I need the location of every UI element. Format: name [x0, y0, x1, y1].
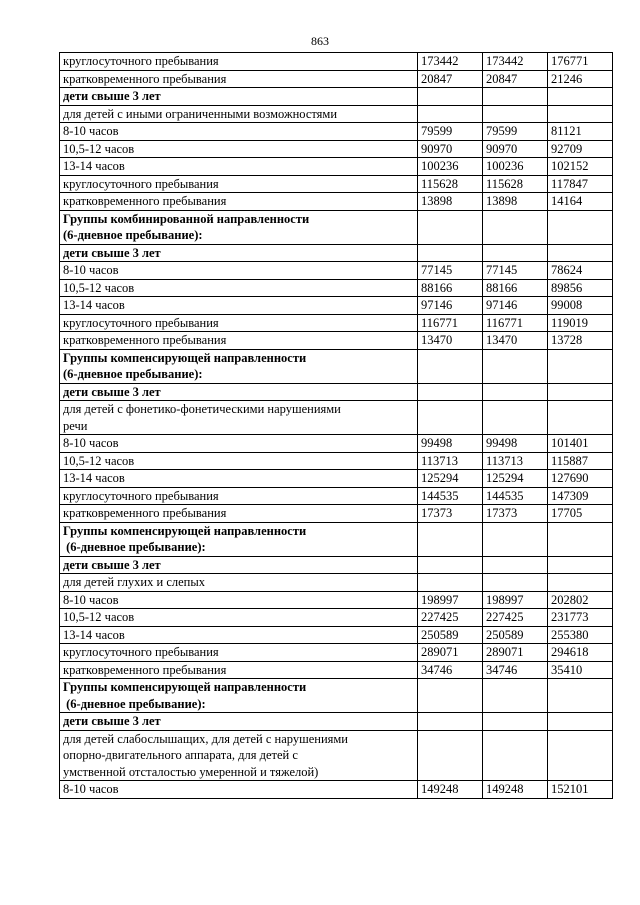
row-label-line: кратковременного пребывания	[63, 194, 227, 208]
value-cell-2: 149248	[483, 781, 548, 799]
value-cell-1: 90970	[418, 140, 483, 158]
row-label	[60, 193, 418, 211]
table-row	[60, 452, 613, 470]
row-label-line: 8-10 часов	[63, 592, 119, 607]
row-label	[60, 626, 418, 644]
value-cell-3	[548, 574, 613, 592]
table-row	[60, 679, 613, 713]
value-cell-1: 250589	[418, 626, 483, 644]
value-cell-1: 13470	[418, 332, 483, 350]
row-label-line: для детей слабослышащих, для детей с нарушениями	[63, 731, 348, 746]
row-label	[60, 679, 418, 713]
value-cell-3: 17705	[548, 505, 613, 523]
value-cell-1: 88166	[418, 279, 483, 297]
table-row	[60, 609, 613, 627]
value-cell-3: 255380	[548, 626, 613, 644]
value-cell-2: 13898	[483, 193, 548, 211]
value-cell-2	[483, 210, 548, 244]
row-label	[60, 591, 418, 609]
value-cell-3	[548, 349, 613, 383]
value-cell-1: 77145	[418, 262, 483, 280]
table-row	[60, 332, 613, 350]
table-row	[60, 140, 613, 158]
table-row	[60, 522, 613, 556]
row-label-line: 8-10 часов	[63, 436, 119, 450]
value-cell-3: 147309	[548, 487, 613, 505]
value-cell-3	[548, 105, 613, 123]
row-label-line: 10,5-12 часов	[63, 141, 135, 156]
value-cell-1	[418, 679, 483, 713]
value-cell-2: 250589	[483, 626, 548, 644]
table-row	[60, 470, 613, 488]
value-cell-3: 21246	[548, 70, 613, 88]
row-label-line: 10,5-12 часов	[63, 280, 135, 295]
row-label-line: для детей глухих и слепых	[63, 575, 205, 589]
row-label-line: 8-10 часов	[63, 782, 119, 796]
table-row	[60, 713, 613, 731]
value-cell-2: 198997	[483, 591, 548, 609]
value-cell-2	[483, 679, 548, 713]
row-label	[60, 88, 418, 106]
row-label-line: кратковременного пребывания	[63, 71, 227, 86]
row-label	[60, 522, 418, 556]
row-label-line: 13-14 часов	[63, 627, 125, 642]
value-cell-2	[483, 349, 548, 383]
value-cell-3	[548, 210, 613, 244]
value-cell-2: 97146	[483, 297, 548, 315]
table-row	[60, 193, 613, 211]
table-row	[60, 349, 613, 383]
row-label	[60, 297, 418, 315]
value-cell-3	[548, 713, 613, 731]
row-label-line: кратковременного пребывания	[63, 333, 227, 347]
value-cell-3	[548, 401, 613, 435]
value-cell-2	[483, 383, 548, 401]
table-row	[60, 401, 613, 435]
value-cell-1: 115628	[418, 175, 483, 193]
value-cell-1	[418, 522, 483, 556]
value-cell-1: 149248	[418, 781, 483, 799]
value-cell-1: 99498	[418, 435, 483, 453]
row-label	[60, 262, 418, 280]
table-row	[60, 279, 613, 297]
table-row	[60, 70, 613, 88]
value-cell-2	[483, 244, 548, 262]
row-label-line: умственной отсталостью умеренной и тяжелой)	[63, 764, 319, 779]
value-cell-1	[418, 401, 483, 435]
row-label	[60, 713, 418, 731]
row-label	[60, 210, 418, 244]
value-cell-3	[548, 679, 613, 713]
row-label-line: круглосуточного пребывания	[63, 645, 219, 659]
row-label	[60, 105, 418, 123]
value-cell-1	[418, 88, 483, 106]
table-row	[60, 53, 613, 71]
row-label	[60, 175, 418, 193]
page-number: 863	[311, 34, 329, 48]
row-label-line: дети свыше 3 лет	[63, 714, 161, 728]
value-cell-1: 227425	[418, 609, 483, 627]
row-label-line: дети свыше 3 лет	[63, 89, 161, 103]
row-label	[60, 661, 418, 679]
value-cell-1: 173442	[418, 53, 483, 71]
row-label-line: (6-дневное пребывание):	[63, 696, 206, 711]
row-label	[60, 644, 418, 662]
row-label-line: 13-14 часов	[63, 471, 125, 485]
row-label-line: кратковременного пребывания	[63, 506, 227, 520]
row-label	[60, 487, 418, 505]
value-cell-3	[548, 730, 613, 781]
table-row	[60, 435, 613, 453]
table-row	[60, 487, 613, 505]
row-label	[60, 244, 418, 262]
value-cell-3: 115887	[548, 452, 613, 470]
value-cell-3: 102152	[548, 158, 613, 176]
value-cell-1	[418, 713, 483, 731]
value-cell-1	[418, 244, 483, 262]
row-label	[60, 70, 418, 88]
table-row	[60, 383, 613, 401]
value-cell-3: 152101	[548, 781, 613, 799]
row-label	[60, 781, 418, 799]
value-cell-3	[548, 522, 613, 556]
value-cell-1: 97146	[418, 297, 483, 315]
row-label	[60, 158, 418, 176]
value-cell-1: 100236	[418, 158, 483, 176]
table-row	[60, 314, 613, 332]
table-row	[60, 105, 613, 123]
value-cell-3: 176771	[548, 53, 613, 71]
row-label-line: дети свыше 3 лет	[63, 384, 161, 399]
value-cell-2: 17373	[483, 505, 548, 523]
value-cell-2: 227425	[483, 609, 548, 627]
row-label-line: круглосуточного пребывания	[63, 315, 219, 330]
value-cell-1	[418, 210, 483, 244]
table-row	[60, 505, 613, 523]
value-cell-2	[483, 730, 548, 781]
value-cell-2: 113713	[483, 452, 548, 470]
table-row	[60, 88, 613, 106]
value-cell-2: 34746	[483, 661, 548, 679]
row-label	[60, 556, 418, 574]
value-cell-3: 92709	[548, 140, 613, 158]
row-label-line: речи	[63, 418, 88, 433]
table-row	[60, 626, 613, 644]
row-label	[60, 279, 418, 297]
tariff-table	[59, 52, 613, 799]
value-cell-3: 101401	[548, 435, 613, 453]
value-cell-3: 119019	[548, 314, 613, 332]
row-label	[60, 349, 418, 383]
value-cell-2: 125294	[483, 470, 548, 488]
value-cell-2	[483, 556, 548, 574]
value-cell-2	[483, 574, 548, 592]
row-label-line: дети свыше 3 лет	[63, 245, 161, 260]
row-label	[60, 505, 418, 523]
value-cell-1	[418, 730, 483, 781]
row-label	[60, 452, 418, 470]
row-label-line: (6-дневное пребывание):	[63, 367, 203, 381]
row-label-line: 13-14 часов	[63, 298, 125, 312]
value-cell-3: 294618	[548, 644, 613, 662]
row-label-line: 10,5-12 часов	[63, 453, 135, 468]
table-row	[60, 244, 613, 262]
row-label	[60, 140, 418, 158]
value-cell-2: 77145	[483, 262, 548, 280]
value-cell-2	[483, 713, 548, 731]
row-label-line: Группы компенсирующей направленности	[63, 680, 307, 694]
value-cell-1: 34746	[418, 661, 483, 679]
row-label	[60, 730, 418, 781]
value-cell-1: 289071	[418, 644, 483, 662]
table-row	[60, 175, 613, 193]
row-label	[60, 574, 418, 592]
value-cell-3: 78624	[548, 262, 613, 280]
value-cell-3: 202802	[548, 591, 613, 609]
value-cell-2: 79599	[483, 123, 548, 141]
value-cell-3	[548, 383, 613, 401]
table-row	[60, 574, 613, 592]
value-cell-2	[483, 401, 548, 435]
value-cell-3: 81121	[548, 123, 613, 141]
value-cell-1: 79599	[418, 123, 483, 141]
value-cell-2: 100236	[483, 158, 548, 176]
table-row	[60, 158, 613, 176]
row-label-line: 10,5-12 часов	[63, 610, 135, 624]
value-cell-1	[418, 349, 483, 383]
value-cell-3: 127690	[548, 470, 613, 488]
value-cell-1	[418, 556, 483, 574]
row-label-line: Группы компенсирующей направленности	[63, 350, 307, 365]
value-cell-1: 20847	[418, 70, 483, 88]
value-cell-2: 115628	[483, 175, 548, 193]
row-label	[60, 53, 418, 71]
table-row	[60, 556, 613, 574]
row-label-line: дети свыше 3 лет	[63, 557, 161, 572]
value-cell-1	[418, 383, 483, 401]
value-cell-1: 125294	[418, 470, 483, 488]
row-label	[60, 609, 418, 627]
table-row	[60, 591, 613, 609]
value-cell-1	[418, 574, 483, 592]
value-cell-3: 89856	[548, 279, 613, 297]
table-row	[60, 123, 613, 141]
row-label	[60, 401, 418, 435]
row-label-line: круглосуточного пребывания	[63, 54, 219, 68]
value-cell-3: 13728	[548, 332, 613, 350]
table-row	[60, 661, 613, 679]
value-cell-1: 144535	[418, 487, 483, 505]
value-cell-1: 198997	[418, 591, 483, 609]
row-label-line: кратковременного пребывания	[63, 662, 227, 677]
value-cell-2: 144535	[483, 487, 548, 505]
row-label-line: (6-дневное пребывание):	[63, 228, 203, 242]
row-label-line: для детей с иными ограниченными возможностями	[63, 106, 338, 121]
row-label-line: 8-10 часов	[63, 263, 119, 277]
value-cell-2: 13470	[483, 332, 548, 350]
value-cell-2: 289071	[483, 644, 548, 662]
row-label	[60, 123, 418, 141]
row-label	[60, 314, 418, 332]
value-cell-1: 17373	[418, 505, 483, 523]
row-label-line: Группы комбинированной направленности	[63, 211, 310, 226]
value-cell-3: 35410	[548, 661, 613, 679]
value-cell-1: 113713	[418, 452, 483, 470]
value-cell-1	[418, 105, 483, 123]
table-row	[60, 781, 613, 799]
value-cell-2: 88166	[483, 279, 548, 297]
row-label-line: круглосуточного пребывания	[63, 488, 219, 503]
value-cell-3	[548, 244, 613, 262]
value-cell-3: 231773	[548, 609, 613, 627]
table-row	[60, 644, 613, 662]
value-cell-2: 173442	[483, 53, 548, 71]
value-cell-2: 99498	[483, 435, 548, 453]
row-label	[60, 332, 418, 350]
row-label	[60, 383, 418, 401]
table-row	[60, 730, 613, 781]
value-cell-3: 99008	[548, 297, 613, 315]
row-label-line: опорно-двигательного аппарата, для детей с	[63, 748, 298, 762]
row-label-line: 8-10 часов	[63, 124, 119, 138]
row-label-line: 13-14 часов	[63, 159, 125, 173]
value-cell-3: 117847	[548, 175, 613, 193]
value-cell-3: 14164	[548, 193, 613, 211]
value-cell-3	[548, 556, 613, 574]
table-row	[60, 262, 613, 280]
table-row	[60, 297, 613, 315]
value-cell-2	[483, 105, 548, 123]
value-cell-1: 116771	[418, 314, 483, 332]
value-cell-2: 116771	[483, 314, 548, 332]
value-cell-2: 90970	[483, 140, 548, 158]
value-cell-2	[483, 522, 548, 556]
value-cell-2: 20847	[483, 70, 548, 88]
row-label-line: (6-дневное пребывание):	[63, 540, 206, 554]
row-label-line: круглосуточного пребывания	[63, 176, 219, 191]
row-label	[60, 470, 418, 488]
row-label-line: для детей с фонетико-фонетическими нарушениями	[63, 402, 341, 416]
row-label	[60, 435, 418, 453]
row-label-line: Группы компенсирующей направленности	[63, 523, 307, 538]
value-cell-1: 13898	[418, 193, 483, 211]
value-cell-2	[483, 88, 548, 106]
table-row	[60, 210, 613, 244]
value-cell-3	[548, 88, 613, 106]
